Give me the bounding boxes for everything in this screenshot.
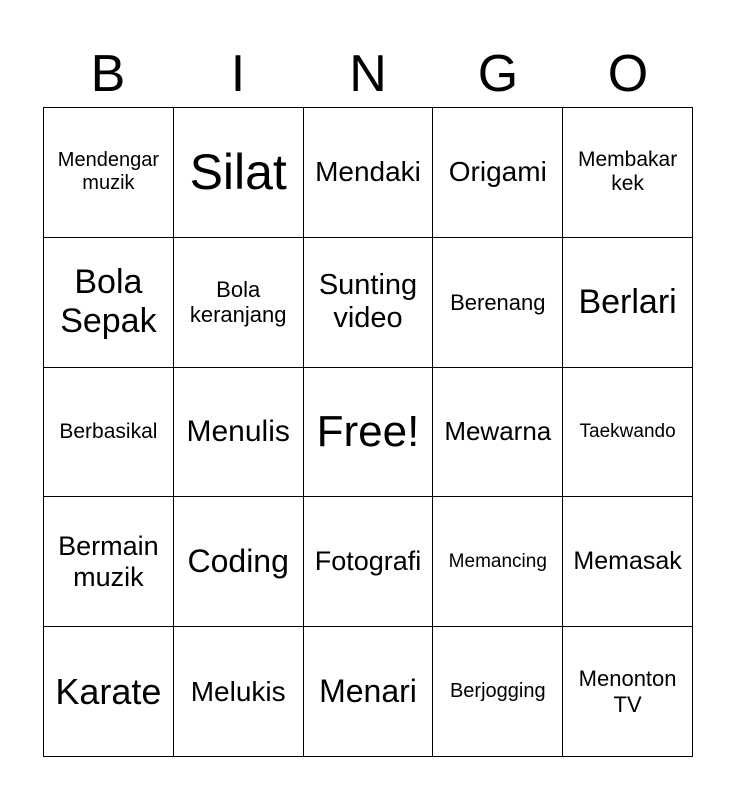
bingo-cell[interactable]: Menulis <box>174 368 304 498</box>
bingo-cell[interactable]: Berjogging <box>433 627 563 757</box>
header-letter-i: I <box>230 45 246 103</box>
bingo-cell[interactable]: Berenang <box>433 238 563 368</box>
bingo-cell[interactable]: Bermain muzik <box>44 497 174 627</box>
bingo-cell[interactable]: Mendengar muzik <box>44 108 174 238</box>
bingo-cell[interactable]: Berlari <box>563 238 693 368</box>
bingo-card <box>43 107 693 757</box>
bingo-cell[interactable]: Mewarna <box>433 368 563 498</box>
bingo-cell[interactable]: Menonton TV <box>563 627 693 757</box>
free-space-cell[interactable]: Free! <box>304 368 434 498</box>
bingo-cell[interactable]: Membakar kek <box>563 108 693 238</box>
bingo-cell[interactable]: Bola Sepak <box>44 238 174 368</box>
header-letter-g: G <box>477 45 519 103</box>
bingo-cell[interactable]: Berbasikal <box>44 368 174 498</box>
bingo-cell[interactable]: Karate <box>44 627 174 757</box>
bingo-cell[interactable]: Sunting video <box>304 238 434 368</box>
bingo-header <box>43 40 693 108</box>
bingo-cell[interactable]: Silat <box>174 108 304 238</box>
header-letter-o: O <box>607 45 649 103</box>
bingo-cell[interactable]: Menari <box>304 627 434 757</box>
bingo-cell[interactable]: Melukis <box>174 627 304 757</box>
bingo-cell[interactable]: Mendaki <box>304 108 434 238</box>
bingo-cell[interactable]: Coding <box>174 497 304 627</box>
bingo-cell[interactable]: Fotografi <box>304 497 434 627</box>
bingo-cell[interactable]: Memancing <box>433 497 563 627</box>
bingo-cell[interactable]: Origami <box>433 108 563 238</box>
bingo-cell[interactable]: Bola keranjang <box>174 238 304 368</box>
header-letter-b: B <box>90 45 126 103</box>
bingo-cell[interactable]: Taekwando <box>563 368 693 498</box>
header-letter-n: N <box>349 45 387 103</box>
bingo-cell[interactable]: Memasak <box>563 497 693 627</box>
